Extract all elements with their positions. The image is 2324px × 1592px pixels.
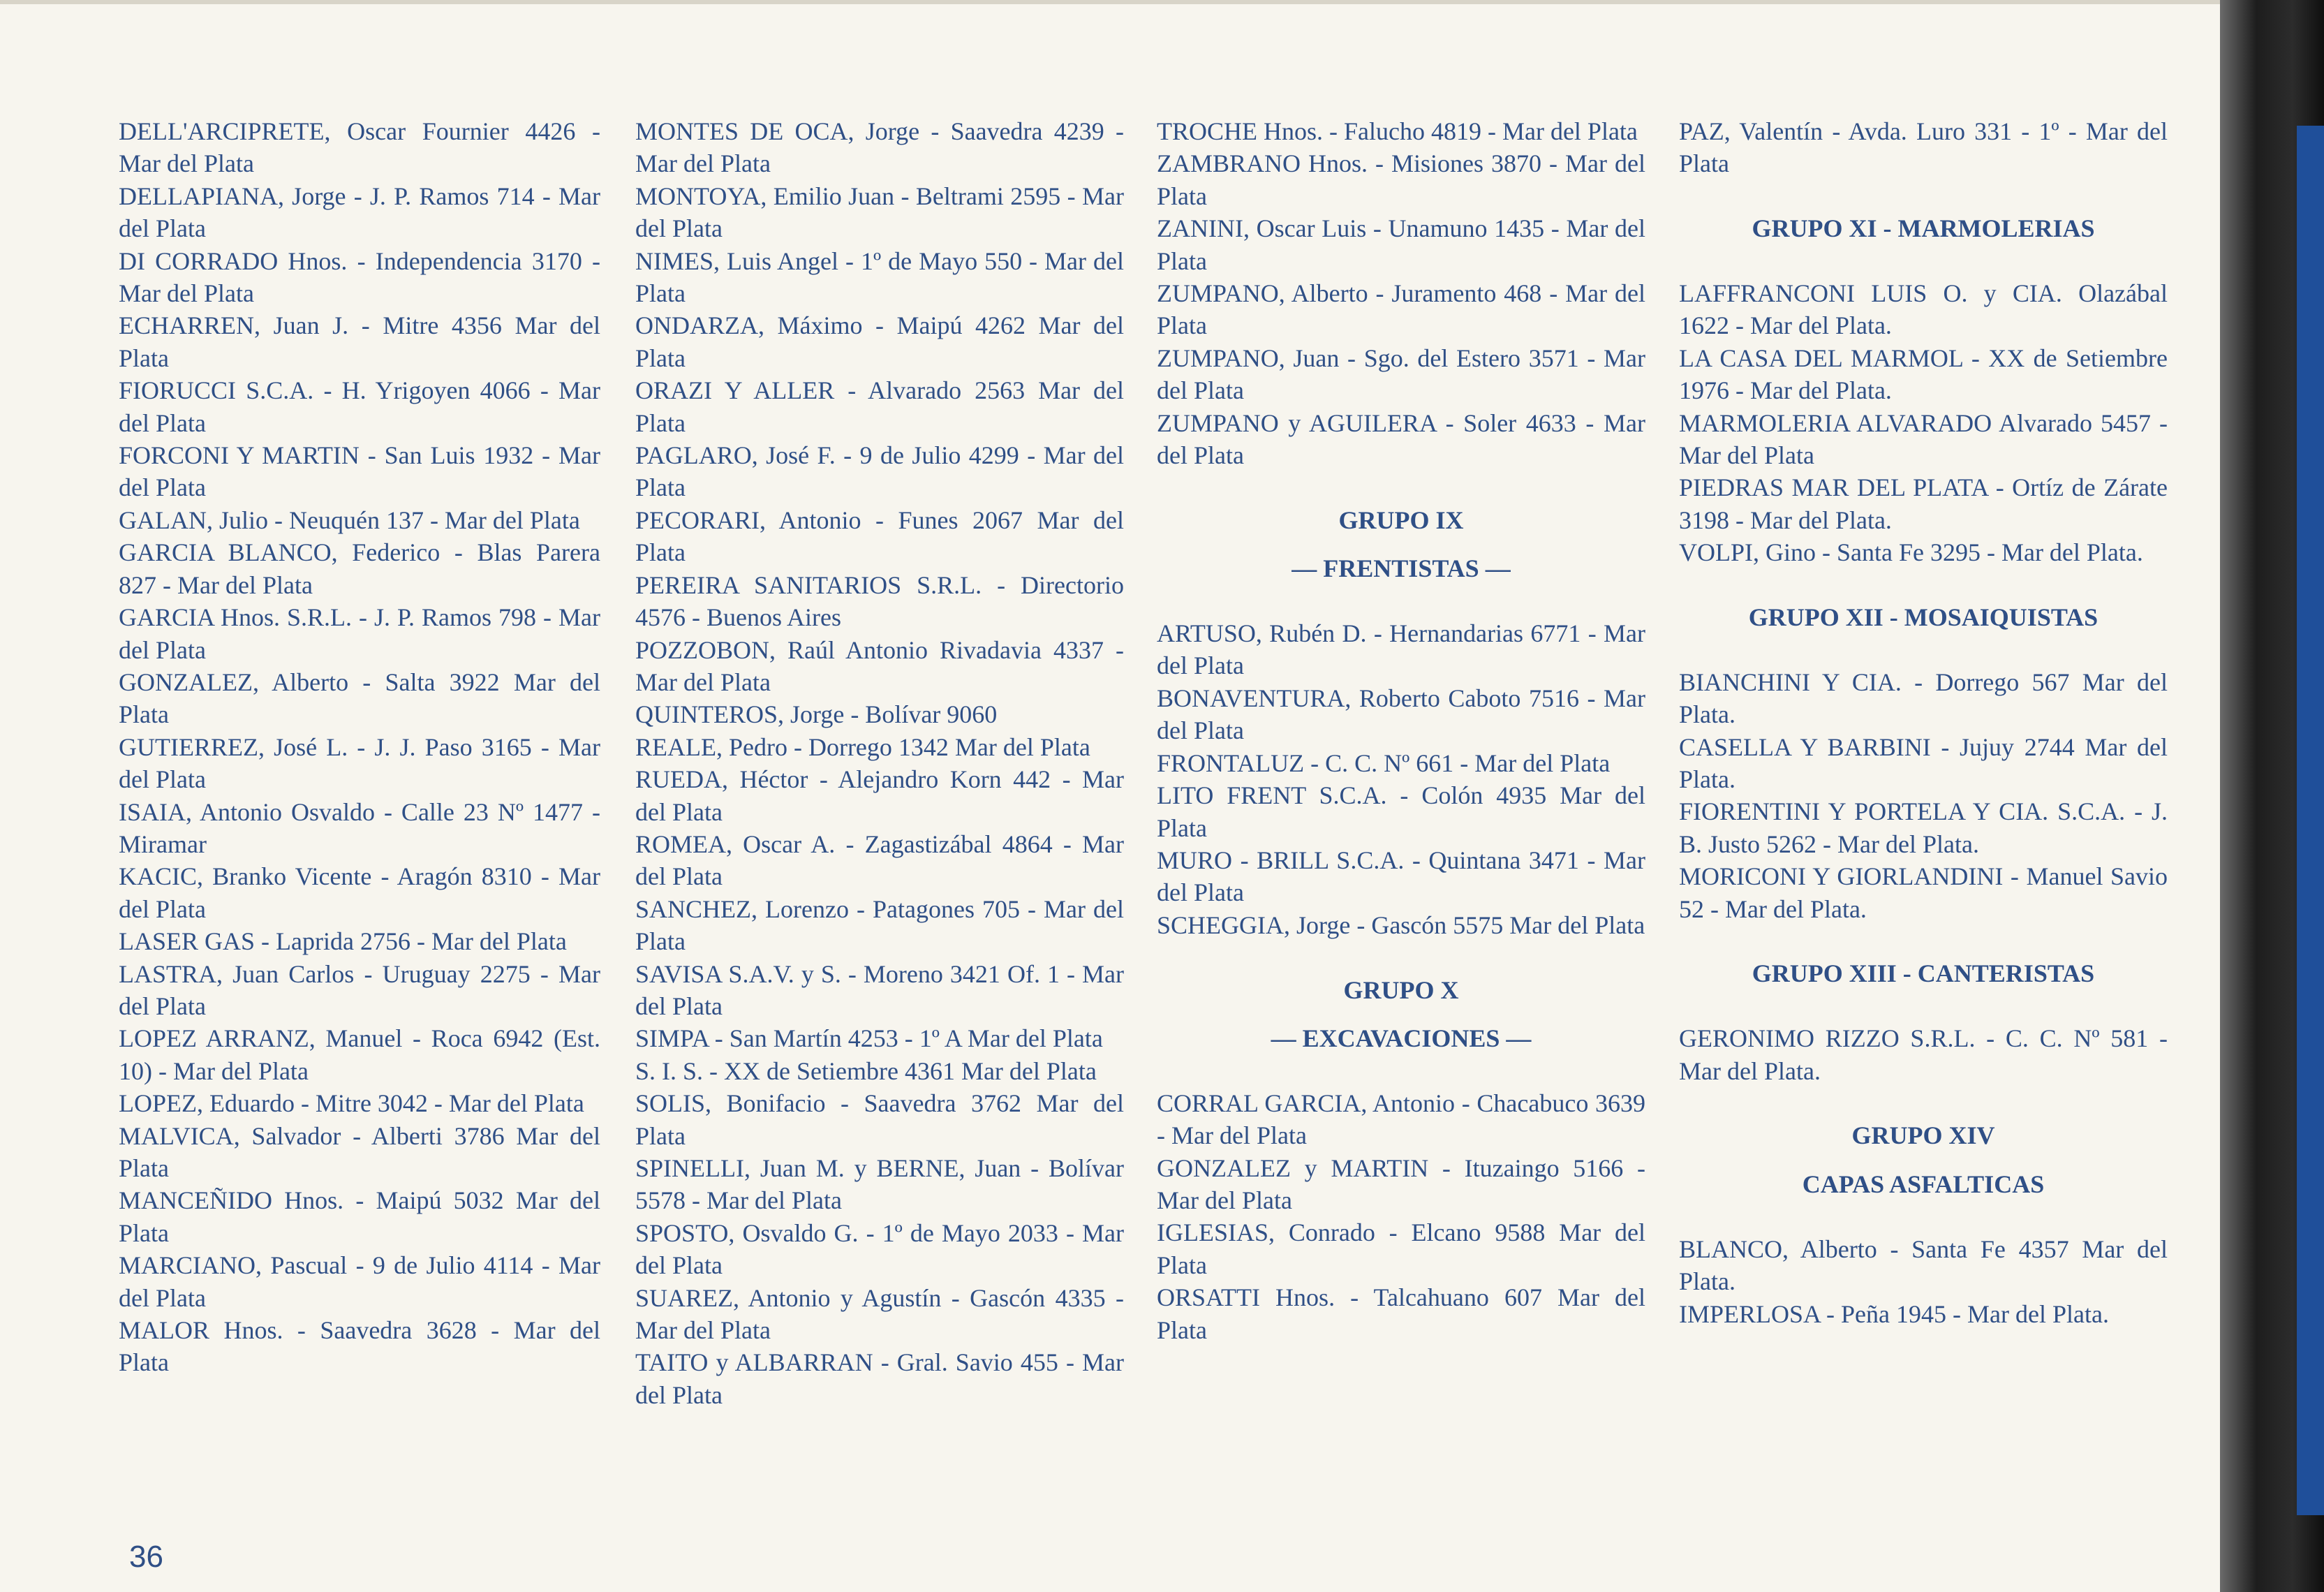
list-entry: LASER GAS - Laprida 2756 - Mar del Plata [119, 927, 567, 956]
list-entry: DELLAPIANA, Jorge - J. P. Ramos 714 - Mar del Plata [119, 182, 600, 243]
list-entry: CORRAL GARCIA, Antonio - Chacabuco 3639 - Mar del Plata [1157, 1089, 1645, 1150]
list-entry: POZZOBON, Raúl Antonio Rivadavia 4337 - Mar del Plata [635, 635, 1124, 696]
spacer [1157, 585, 1645, 617]
list-entry: SIMPA - San Martín 4253 - 1º A Mar del Plata [635, 1024, 1103, 1053]
list-entry: PAGLARO, José F. - 9 de Julio 4299 - Mar del Plata [635, 441, 1124, 502]
list-entry: SPINELLI, Juan M. y BERNE, Juan - Bolívar 5578 - Mar del Plata [635, 1154, 1124, 1215]
group-x-subheading: — EXCAVACIONES — [1271, 1024, 1532, 1052]
spacer [1679, 180, 2168, 212]
list-entry: GERONIMO RIZZO S.R.L. - C. C. Nº 581 - Mar del Plata. [1679, 1024, 2168, 1085]
list-entry: ZUMPANO y AGUILERA - Soler 4633 - Mar del Plata [1157, 408, 1645, 470]
spacer [1679, 633, 2168, 665]
list-entry: SANCHEZ, Lorenzo - Patagones 705 - Mar del Plata [635, 894, 1124, 956]
list-entry: LOPEZ, Eduardo - Mitre 3042 - Mar del Plata [119, 1089, 584, 1118]
list-entry: MARMOLERIA ALVARADO Alvarado 5457 - Mar del Plata [1679, 408, 2168, 470]
list-entry: DELL'ARCIPRETE, Oscar Fournier 4426 - Mar del Plata [119, 117, 600, 178]
list-entry: ECHARREN, Juan J. - Mitre 4356 Mar del Plata [119, 311, 600, 372]
list-entry: ZUMPANO, Juan - Sgo. del Estero 3571 - Mar del Plata [1157, 344, 1645, 405]
binding-tab [2297, 126, 2324, 1515]
spacer [1157, 1006, 1645, 1022]
list-entry: LAFFRANCONI LUIS O. y CIA. Olazábal 1622 - Mar del Plata. [1679, 279, 2168, 340]
column-2 [635, 115, 1124, 1411]
spacer [1157, 1054, 1645, 1086]
list-entry: MALOR Hnos. - Saavedra 3628 - Mar del Plata [119, 1316, 600, 1377]
list-entry: FIORENTINI Y PORTELA Y CIA. S.C.A. - J. B. Justo 5262 - Mar del Plata. [1679, 797, 2168, 858]
list-entry: GARCIA Hnos. S.R.L. - J. P. Ramos 798 - Mar del Plata [119, 603, 600, 664]
list-entry: ROMEA, Oscar A. - Zagastizábal 4864 - Mar del Plata [635, 830, 1124, 891]
list-entry: MORICONI Y GIORLANDINI - Manuel Savio 52 - Mar del Plata. [1679, 862, 2168, 923]
list-entry: FRONTALUZ - C. C. Nº 661 - Mar del Plata [1157, 749, 1611, 777]
list-entry: SPOSTO, Osvaldo G. - 1º de Mayo 2033 - Mar del Plata [635, 1218, 1124, 1280]
list-entry: LASTRA, Juan Carlos - Uruguay 2275 - Mar del Plata [119, 959, 600, 1020]
list-entry: LITO FRENT S.C.A. - Colón 4935 Mar del Plata [1157, 781, 1645, 842]
list-entry: ONDARZA, Máximo - Maipú 4262 Mar del Plata [635, 311, 1124, 372]
list-entry: KACIC, Branko Vicente - Aragón 8310 - Mar del Plata [119, 862, 600, 923]
spacer [1679, 245, 2168, 277]
spacer [1679, 990, 2168, 1022]
list-entry: FORCONI Y MARTIN - San Luis 1932 - Mar del Plata [119, 441, 600, 502]
list-entry: TAITO y ALBARRAN - Gral. Savio 455 - Mar del Plata [635, 1348, 1124, 1409]
list-entry: MURO - BRILL S.C.A. - Quintana 3471 - Mar del Plata [1157, 846, 1645, 907]
list-entry: SCHEGGIA, Jorge - Gascón 5575 Mar del Plata [1157, 911, 1645, 939]
list-entry: BIANCHINI Y CIA. - Dorrego 567 Mar del Plata. [1679, 668, 2168, 729]
list-entry: SUAREZ, Antonio y Agustín - Gascón 4335 - Mar del Plata [635, 1283, 1124, 1345]
list-entry: LA CASA DEL MARMOL - XX de Setiembre 1976 - Mar del Plata. [1679, 344, 2168, 405]
group-xi-heading: GRUPO XI - MARMOLERIAS [1752, 214, 2095, 243]
list-entry: NIMES, Luis Angel - 1º de Mayo 550 - Mar del Plata [635, 246, 1124, 308]
list-entry: VOLPI, Gino - Santa Fe 3295 - Mar del Plata. [1679, 538, 2143, 567]
spacer [1157, 471, 1645, 503]
list-entry: GARCIA BLANCO, Federico - Blas Parera 827 - Mar del Plata [119, 538, 600, 599]
column-3 [1157, 115, 1645, 1346]
list-entry: GONZALEZ, Alberto - Salta 3922 Mar del Plata [119, 668, 600, 729]
list-entry: CASELLA Y BARBINI - Jujuy 2744 Mar del Plata. [1679, 732, 2168, 794]
list-entry: GALAN, Julio - Neuquén 137 - Mar del Plata [119, 506, 580, 534]
list-entry: ZANINI, Oscar Luis - Unamuno 1435 - Mar del Plata [1157, 214, 1645, 275]
list-entry: PEREIRA SANITARIOS S.R.L. - Directorio 4576 - Buenos Aires [635, 570, 1124, 632]
column-1 [119, 115, 600, 1379]
list-entry: ORAZI Y ALLER - Alvarado 2563 Mar del Plata [635, 376, 1124, 437]
list-entry: SOLIS, Bonifacio - Saavedra 3762 Mar del Plata [635, 1089, 1124, 1150]
list-entry: ISAIA, Antonio Osvaldo - Calle 23 Nº 1477 - Miramar [119, 797, 600, 858]
list-entry: DI CORRADO Hnos. - Independencia 3170 - Mar del Plata [119, 246, 600, 308]
list-entry: BLANCO, Alberto - Santa Fe 4357 Mar del Plata. [1679, 1234, 2168, 1296]
list-entry: MONTES DE OCA, Jorge - Saavedra 4239 - Mar del Plata [635, 117, 1124, 178]
list-entry: ORSATTI Hnos. - Talcahuano 607 Mar del Plata [1157, 1283, 1645, 1344]
list-entry: REALE, Pedro - Dorrego 1342 Mar del Plata [635, 732, 1090, 761]
list-entry: MALVICA, Salvador - Alberti 3786 Mar del Plata [119, 1121, 600, 1182]
spacer [1679, 1152, 2168, 1168]
spacer [1679, 925, 2168, 957]
top-edge [0, 0, 2220, 4]
list-entry: PAZ, Valentín - Avda. Luro 331 - 1º - Mar del Plata [1679, 117, 2168, 178]
spacer [1679, 1087, 2168, 1119]
list-entry: GONZALEZ y MARTIN - Ituzaingo 5166 - Mar del Plata [1157, 1154, 1645, 1214]
list-entry: IGLESIAS, Conrado - Elcano 9588 Mar del Plata [1157, 1218, 1645, 1279]
list-entry: BONAVENTURA, Roberto Caboto 7516 - Mar del Plata [1157, 684, 1645, 745]
list-entry: MONTOYA, Emilio Juan - Beltrami 2595 - Mar del Plata [635, 182, 1124, 243]
group-xiii-heading: GRUPO XIII - CANTERISTAS [1752, 959, 2095, 988]
list-entry: ZUMPANO, Alberto - Juramento 468 - Mar del Plata [1157, 279, 1645, 340]
list-entry: MARCIANO, Pascual - 9 de Julio 4114 - Mar del Plata [119, 1251, 600, 1312]
list-entry: S. I. S. - XX de Setiembre 4361 Mar del Plata [635, 1056, 1097, 1085]
list-entry: GUTIERREZ, José L. - J. J. Paso 3165 - Mar del Plata [119, 732, 600, 794]
group-x-heading: GRUPO X [1343, 975, 1459, 1004]
spacer [1679, 569, 2168, 601]
group-ix-heading: GRUPO IX [1338, 506, 1464, 534]
list-entry: FIORUCCI S.C.A. - H. Yrigoyen 4066 - Mar del Plata [119, 376, 600, 437]
list-entry: RUEDA, Héctor - Alejandro Korn 442 - Mar del Plata [635, 765, 1124, 826]
list-entry: ARTUSO, Rubén D. - Hernandarias 6771 - Mar del Plata [1157, 619, 1645, 680]
group-xiv-heading: GRUPO XIV [1851, 1121, 1995, 1150]
spacer [1679, 1200, 2168, 1232]
list-entry: LOPEZ ARRANZ, Manuel - Roca 6942 (Est. 10) - Mar del Plata [119, 1024, 600, 1085]
group-xii-heading: GRUPO XII - MOSAIQUISTAS [1748, 603, 2099, 632]
spacer [1157, 941, 1645, 973]
group-xiv-subheading: CAPAS ASFALTICAS [1802, 1170, 2045, 1198]
spacer [1157, 536, 1645, 552]
list-entry: MANCEÑIDO Hnos. - Maipú 5032 Mar del Plata [119, 1186, 600, 1247]
page-number: 36 [129, 1540, 163, 1574]
group-ix-subheading: — FRENTISTAS — [1291, 554, 1511, 583]
list-entry: TROCHE Hnos. - Falucho 4819 - Mar del Plata [1157, 117, 1638, 145]
list-entry: ZAMBRANO Hnos. - Misiones 3870 - Mar del Plata [1157, 149, 1645, 210]
list-entry: IMPERLOSA - Peña 1945 - Mar del Plata. [1679, 1299, 2109, 1328]
list-entry: SAVISA S.A.V. y S. - Moreno 3421 Of. 1 - Mar del Plata [635, 959, 1124, 1020]
list-entry: PIEDRAS MAR DEL PLATA - Ortíz de Zárate 3198 - Mar del Plata. [1679, 473, 2168, 534]
column-4 [1679, 115, 2168, 1330]
list-entry: PECORARI, Antonio - Funes 2067 Mar del Plata [635, 506, 1124, 567]
list-entry: QUINTEROS, Jorge - Bolívar 9060 [635, 700, 998, 729]
